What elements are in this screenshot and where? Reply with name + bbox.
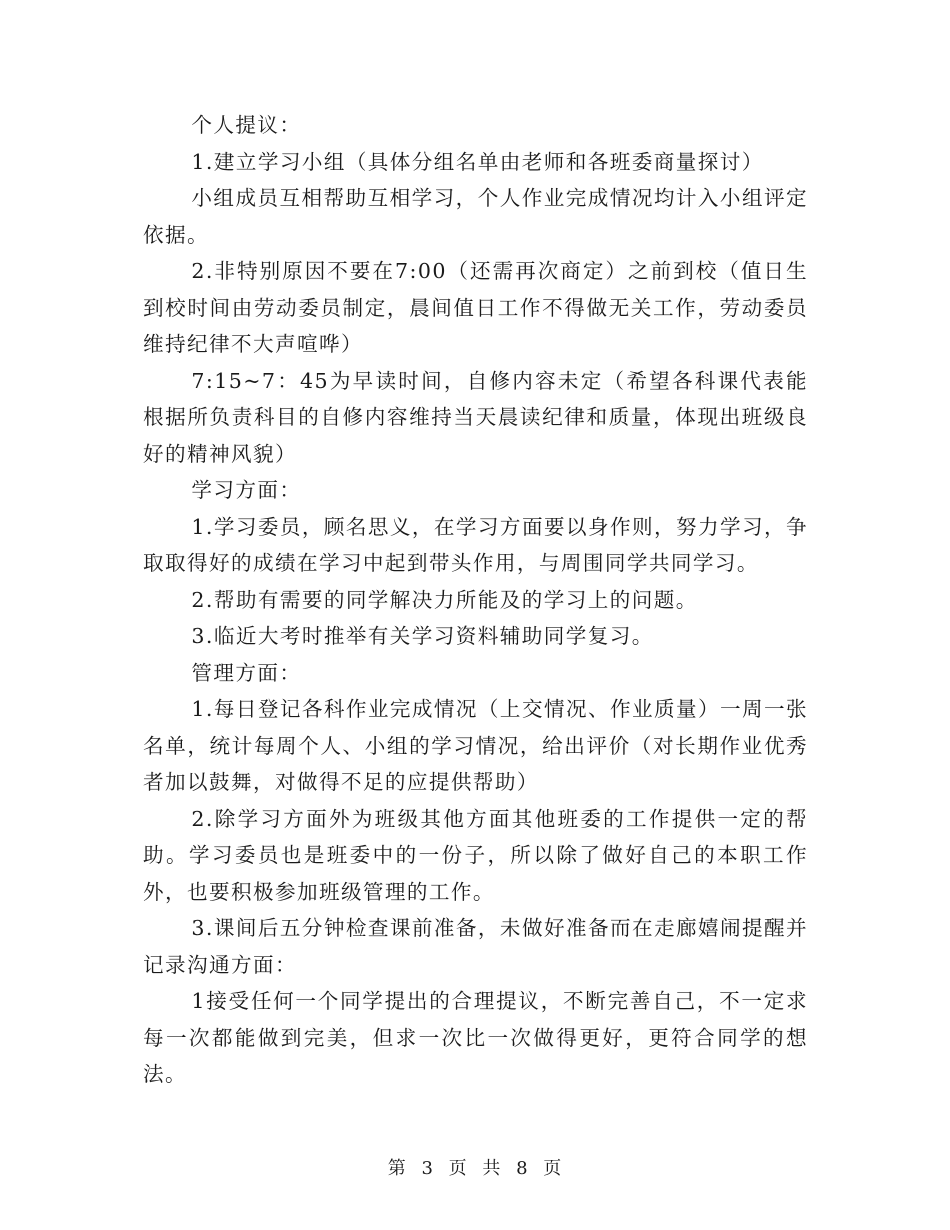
paragraph: 2.非特别原因不要在7:00（还需再次商定）之前到校（值日生到校时间由劳动委员制定，晨间值日工作不得做无关工作，劳动委员维持纪律不大声喧哗） [143, 259, 808, 356]
document-body [143, 107, 808, 1093]
paragraph: 3.课间后五分钟检查课前准备，未做好准备而在走廊嬉闹提醒并记录沟通方面： [143, 916, 808, 977]
section-heading: 学习方面： [191, 478, 302, 502]
paragraph: 1.学习委员，顾名思义，在学习方面要以身作则，努力学习，争取取得好的成绩在学习中起到带头作用，与周围同学共同学习。 [143, 514, 808, 575]
paragraph: 2.帮助有需要的同学解决力所能及的学习上的问题。 [191, 587, 698, 612]
paragraph: 小组成员互相帮助互相学习，个人作业完成情况均计入小组评定依据。 [143, 186, 808, 247]
page-footer [0, 1154, 950, 1180]
paragraph: 7:15~7：45为早读时间，自修内容未定（希望各科课代表能根据所负责科目的自修内容维持当天晨读纪律和质量，体现出班级良好的精神风貌） [143, 368, 808, 466]
paragraph: 1接受任何一个同学提出的合理提议，不断完善自己，不一定求每一次都能做到完美，但求一次比一次做得更好，更符合同学的想法。 [143, 989, 808, 1086]
footer-page-label: 页 [448, 1158, 468, 1179]
total-page-number: 8 [516, 1158, 529, 1179]
paragraph: 个人提议： [191, 113, 302, 137]
paragraph: 3.临近大考时推举有关学习资料辅助同学复习。 [191, 624, 654, 648]
paragraph: 1.每日登记各科作业完成情况（上交情况、作业质量）一周一张名单，统计每周个人、小组的学习情况，给出评价（对长期作业优秀者加以鼓舞，对做得不足的应提供帮助） [143, 697, 808, 794]
paragraph: 2.除学习方面外为班级其他方面其他班委的工作提供一定的帮助。学习委员也是班委中的一份子，所以除了做好自己的本职工作外，也要积极参加班级管理的工作。 [143, 806, 808, 904]
paragraph: 1.建立学习小组（具体分组名单由老师和各班委商量探讨） [191, 149, 764, 174]
footer-prefix: 第 [387, 1158, 407, 1179]
section-heading: 管理方面： [191, 660, 302, 685]
footer-total-label: 共 [482, 1158, 502, 1179]
footer-suffix: 页 [543, 1158, 563, 1179]
current-page-number: 3 [421, 1158, 434, 1179]
